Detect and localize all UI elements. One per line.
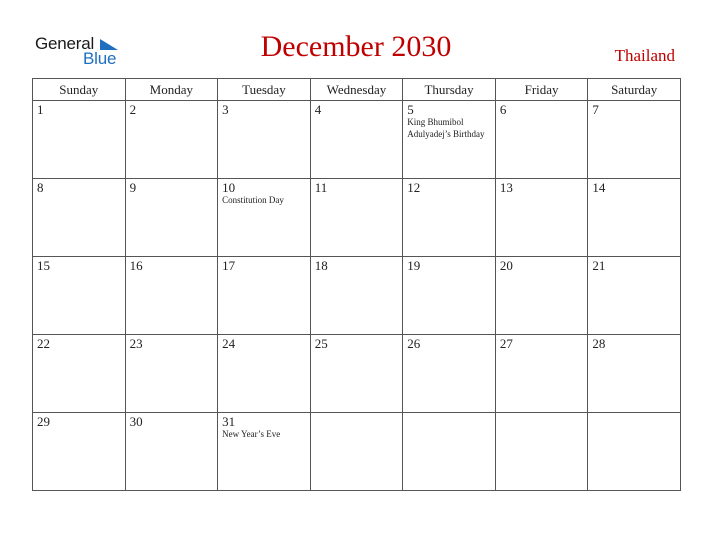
calendar-day-cell [495, 413, 588, 491]
day-number: 17 [222, 258, 236, 273]
weekday-header: Tuesday [218, 79, 311, 101]
calendar-day-cell [310, 257, 403, 335]
day-number: 5 [407, 102, 414, 117]
day-number: 9 [129, 180, 137, 195]
day-number: 11 [314, 180, 328, 195]
calendar-day-cell [588, 413, 681, 491]
day-number: 10 [222, 180, 236, 195]
weekday-header: Monday [125, 79, 218, 101]
day-number: 19 [407, 258, 421, 273]
calendar-day-cell [218, 179, 311, 257]
day-number: 30 [129, 414, 143, 429]
calendar-day-cell [403, 257, 496, 335]
day-number: 27 [499, 336, 513, 351]
calendar-week-row [33, 179, 681, 257]
calendar-week-row [33, 335, 681, 413]
calendar-grid [32, 78, 681, 491]
calendar-day-cell [125, 257, 218, 335]
weekday-header: Friday [495, 79, 588, 101]
day-number: 26 [407, 336, 421, 351]
day-number: 24 [222, 336, 236, 351]
calendar-day-cell [218, 101, 311, 179]
holiday-label: King Bhumibol Adulyadej’s Birthday [407, 117, 485, 139]
calendar-day-cell [588, 179, 681, 257]
calendar-day-cell [495, 257, 588, 335]
day-number: 20 [499, 258, 513, 273]
day-number: 8 [37, 180, 44, 195]
calendar-day-cell [310, 413, 403, 491]
day-number: 4 [314, 102, 322, 117]
calendar-day-cell [125, 179, 218, 257]
weekday-header: Sunday [33, 79, 126, 101]
day-number: 16 [129, 258, 143, 273]
calendar-week-row [33, 257, 681, 335]
day-number: 23 [129, 336, 143, 351]
weekday-header: Saturday [588, 79, 681, 101]
calendar-day-cell [33, 335, 126, 413]
day-number: 14 [592, 180, 606, 195]
day-number: 6 [499, 102, 507, 117]
calendar-day-cell [403, 101, 496, 179]
calendar-day-cell [495, 335, 588, 413]
weekday-header-row [33, 79, 681, 101]
calendar-day-cell [218, 335, 311, 413]
day-number: 7 [592, 102, 599, 117]
calendar-day-cell [125, 101, 218, 179]
calendar-day-cell [495, 101, 588, 179]
calendar-day-cell [588, 257, 681, 335]
calendar-day-cell [310, 101, 403, 179]
calendar-day-cell [403, 413, 496, 491]
calendar-day-cell [33, 257, 126, 335]
calendar-day-cell [218, 257, 311, 335]
day-number: 28 [592, 336, 606, 351]
day-number: 12 [407, 180, 421, 195]
day-number: 18 [314, 258, 328, 273]
calendar-day-cell [310, 335, 403, 413]
country-label: Thailand [614, 46, 675, 65]
calendar-day-cell [403, 335, 496, 413]
calendar-day-cell [33, 101, 126, 179]
page-title: December 2030 [260, 30, 452, 63]
day-number: 13 [499, 180, 513, 195]
calendar-day-cell [588, 335, 681, 413]
day-number: 15 [37, 258, 50, 273]
day-number: 21 [592, 258, 606, 273]
calendar-day-cell [495, 179, 588, 257]
calendar-day-cell [310, 179, 403, 257]
calendar-day-cell [33, 179, 126, 257]
calendar-day-cell [218, 413, 311, 491]
calendar-day-cell [403, 179, 496, 257]
day-number: 25 [314, 336, 328, 351]
weekday-header: Thursday [403, 79, 496, 101]
holiday-label: Constitution Day [222, 195, 284, 205]
calendar-day-cell [588, 101, 681, 179]
logo-blue-text: Blue [83, 49, 117, 68]
day-number: 31 [222, 414, 236, 429]
logo-general-text: General [35, 34, 95, 53]
calendar-day-cell [33, 413, 126, 491]
holiday-label: New Year’s Eve [222, 429, 281, 439]
day-number: 1 [37, 102, 44, 117]
calendar-day-cell [125, 413, 218, 491]
day-number: 29 [37, 414, 50, 429]
calendar-week-row [33, 413, 681, 491]
day-number: 3 [222, 102, 229, 117]
day-number: 22 [37, 336, 50, 351]
calendar-day-cell [125, 335, 218, 413]
day-number: 2 [129, 102, 137, 117]
weekday-header: Wednesday [310, 79, 403, 101]
calendar-week-row [33, 101, 681, 179]
